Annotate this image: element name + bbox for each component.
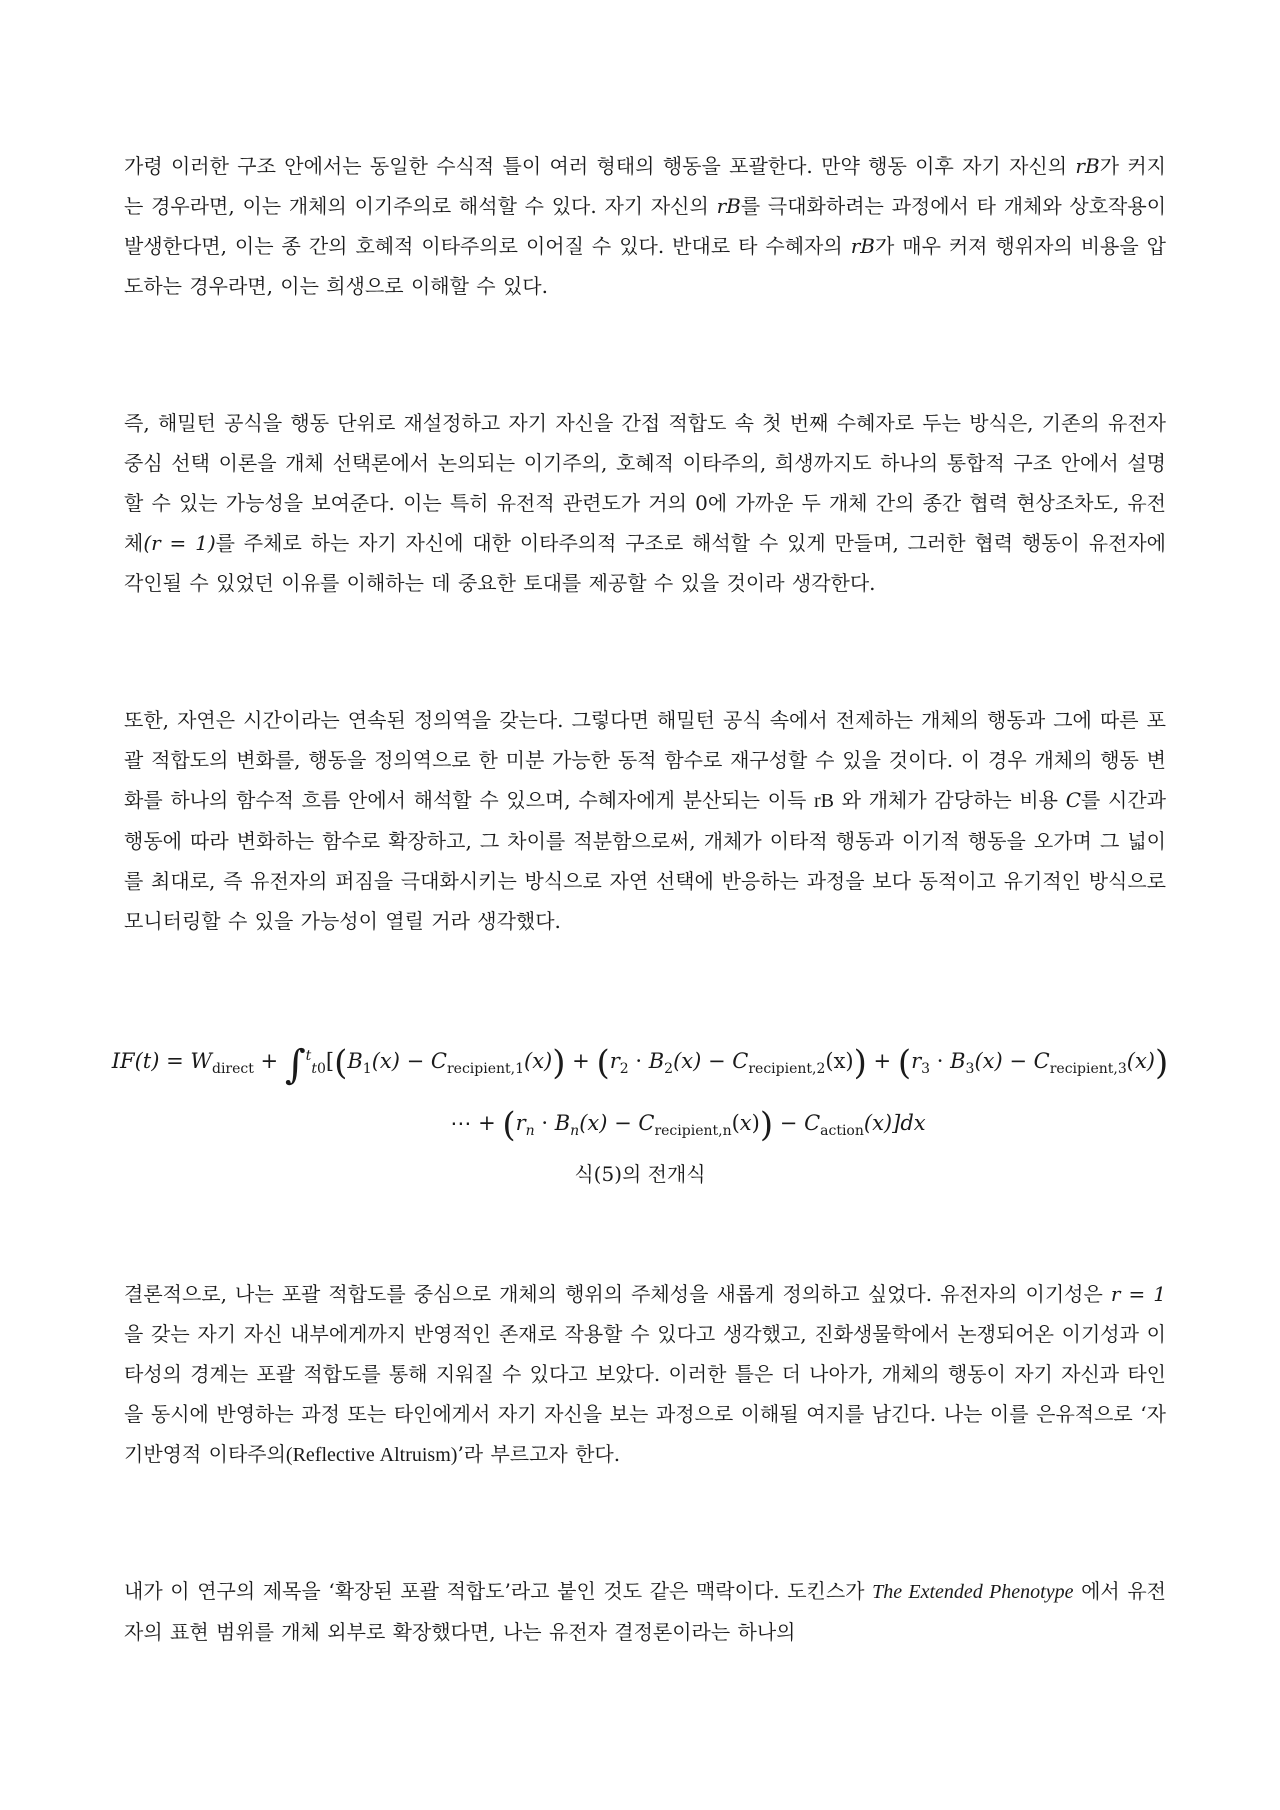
paragraph-5: 내가 이 연구의 제목을 ‘확장된 포괄 적합도’라고 붙인 것도 같은 맥락이다. 도킨스가 The Extended Phenotype 에서 유전자의 표현 범위를 개체 외부로 확장했다면, 나는 유전자 결정론이라는 하나의: [124, 1579, 1166, 1644]
paragraph-4: 결론적으로, 나는 포괄 적합도를 중심으로 개체의 행위의 주체성을 새롭게 정의하고 싶었다. 유전자의 이기성은 r = 1 을 갖는 자기 자신 내부에게까지 반영적인 존재로 작용할 수 있다고 생각했고, 진화생물학에서 논쟁되어온 이기성과 이타성의 경계는 포괄 적합도를 통해 지워질 수 있다고 보았다. 이러한 틀은 더 나아가, 개체의 행동이 자기 자신과 타인을 동시에 반영하는 과정 또는 타인에게서 자기 자신을 보는 과정으로 이해될 여지를 남긴다. 나는 이를 은유적으로 ‘자기반영적 이타주의(Reflective Altruism)’라 부르고자 한다.: [124, 1282, 1166, 1466]
book-title: The Extended Phenotype: [872, 1581, 1074, 1603]
equation-line-2: ⋯ + $(r_n \cdot B_n(x) - C_{recipient,n}(x)) - C_{action}(x)]dx$: [450, 1105, 926, 1145]
equation-caption: 식(5)의 전개식: [574, 1162, 706, 1186]
paragraph-1: 가령 이러한 구조 안에서는 동일한 수식적 틀이 여러 형태의 행동을 포괄한다. 만약 행동 이후 자기 자신의 rB가 커지는 경우라면, 이는 개체의 이기주의로 해석할 수 있다. 자기 자신의 rB를 극대화하려는 과정에서 타 개체와 상호작용이 발생한다면, 이는 종 간의 호혜적 이타주의로 이어질 수 있다. 반대로 타 수혜자의 rB가 매우 커져 행위자의 비용을 압도하는 경우라면, 이는 희생으로 이해할 수 있다.: [124, 154, 1167, 298]
equation-line-1: $IF(t) = W_{direct} + \int^t_{t0}[(B_1(x) - C_{recipient,1}(x)) + (r_2 \cdot B_2(x) - C_{recipient,2}(x)) + (r_3 \cdot B_3(x) - C_{recipient,3}(x))$: [111, 1042, 1169, 1088]
paragraph-3: 또한, 자연은 시간이라는 연속된 정의역을 갖는다. 그렇다면 해밀턴 공식 속에서 전제하는 개체의 행동과 그에 따른 포괄 적합도의 변화를, 행동을 정의역으로 한 미분 가능한 동적 함수로 재구성할 수 있을 것이다. 이 경우 개체의 행동 변화를 하나의 함수적 흐름 안에서 해석할 수 있으며, 수혜자에게 분산되는 이득 rB 와 개체가 감당하는 비용 C를 시간과 행동에 따라 변화하는 함수로 확장하고, 그 차이를 적분함으로써, 개체가 이타적 행동과 이기적 행동을 오가며 그 넓이를 최대로, 즉 유전자의 퍼짐을 극대화시키는 방식으로 자연 선택에 반응하는 과정을 보다 동적이고 유기적인 방식으로 모니터링할 수 있을 가능성이 열릴 거라 생각했다.: [124, 708, 1166, 933]
paragraph-2: 즉, 해밀턴 공식을 행동 단위로 재설정하고 자기 자신을 간접 적합도 속 첫 번째 수혜자로 두는 방식은, 기존의 유전자 중심 선택 이론을 개체 선택론에서 논의되는 이기주의, 호혜적 이타주의, 희생까지도 하나의 통합적 구조 안에서 설명할 수 있는 가능성을 보여준다. 이는 특히 유전적 관련도가 거의 0에 가까운 두 개체 간의 종간 협력 현상조차도, 유전체(r = 1)를 주체로 하는 자기 자신에 대한 이타주의적 구조로 해석할 수 있게 만들며, 그러한 협력 행동이 유전자에 각인될 수 있었던 이유를 이해하는 데 중요한 토대를 제공할 수 있을 것이라 생각한다.: [124, 411, 1166, 595]
